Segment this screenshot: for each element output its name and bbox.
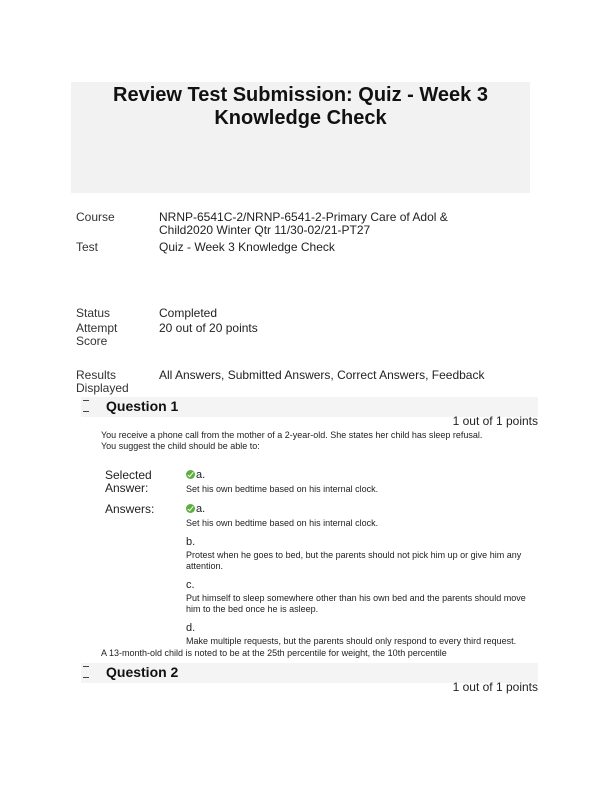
question-2-points: 1 out of 1 points bbox=[452, 680, 538, 694]
selected-letter: a. bbox=[196, 469, 206, 481]
question-2-title: Question 2 bbox=[106, 664, 179, 680]
attempt-label-line1: Attempt bbox=[76, 321, 118, 335]
test-label: Test bbox=[76, 240, 99, 254]
question-1-text bbox=[101, 430, 541, 452]
course-line1: NRNP-6541C-2/NRNP-6541-2-Primary Care of Adol & bbox=[159, 210, 448, 224]
page-title-line2: Knowledge Check bbox=[214, 107, 387, 129]
question-1-points: 1 out of 1 points bbox=[452, 414, 538, 428]
selected-answer-label bbox=[105, 469, 152, 495]
collapse-icon[interactable] bbox=[83, 666, 89, 678]
answer-a-letter bbox=[186, 503, 205, 515]
check-icon bbox=[186, 470, 195, 479]
answer-b-text: Protest when he goes to bed, but the parents should not pick him up or give him any attention. bbox=[186, 550, 522, 571]
attempt-score-value: 20 out of 20 points bbox=[159, 321, 258, 335]
course-value bbox=[159, 211, 448, 237]
question-1-text-line2: You suggest the child should be able to: bbox=[101, 441, 260, 451]
check-icon bbox=[186, 504, 195, 513]
test-value: Quiz - Week 3 Knowledge Check bbox=[159, 240, 335, 254]
answers-label: Answers: bbox=[105, 502, 155, 516]
answer-b-letter: b. bbox=[186, 536, 196, 548]
course-line2: Child2020 Winter Qtr 11/30-02/21-PT27 bbox=[159, 223, 371, 237]
selected-answer-text: Set his own bedtime based on his internal clock. bbox=[186, 484, 379, 494]
attempt-label-line2: Score bbox=[76, 334, 108, 348]
answer-c-letter: c. bbox=[186, 579, 195, 591]
answer-c-text: Put himself to sleep somewhere other than his own bed and the parents should move him to the bed once he is asleep. bbox=[186, 593, 526, 614]
answer-letter: a. bbox=[196, 503, 206, 515]
answer-a-text: Set his own bedtime based on his internal clock. bbox=[186, 518, 379, 528]
results-displayed-label bbox=[76, 369, 129, 395]
selected-answer-letter bbox=[186, 469, 205, 481]
collapse-icon[interactable] bbox=[83, 400, 89, 412]
question-1-text-line1: You receive a phone call from the mother of a 2-year-old. She states her child has sleep refusal. bbox=[101, 430, 483, 440]
results-displayed-value: All Answers, Submitted Answers, Correct Answers, Feedback bbox=[159, 368, 485, 382]
attempt-score-label bbox=[76, 322, 117, 348]
question-1-title: Question 1 bbox=[106, 398, 179, 414]
page-header bbox=[71, 82, 530, 193]
results-label-line2: Displayed bbox=[76, 381, 129, 395]
page-title-line1: Review Test Submission: Quiz - Week 3 bbox=[113, 84, 488, 106]
question-2-preview-text: A 13-month-old child is noted to be at the 25th percentile for weight, the 10th percentile bbox=[101, 648, 447, 658]
status-label: Status bbox=[76, 306, 111, 320]
selected-label-line1: Selected bbox=[105, 468, 152, 482]
answer-d-letter: d. bbox=[186, 622, 196, 634]
selected-label-line2: Answer: bbox=[105, 481, 149, 495]
status-value: Completed bbox=[159, 306, 218, 320]
course-label: Course bbox=[76, 210, 115, 224]
page-title bbox=[71, 82, 530, 130]
results-label-line1: Results bbox=[76, 368, 117, 382]
answer-d-text: Make multiple requests, but the parents should only respond to every third request. bbox=[186, 636, 517, 646]
